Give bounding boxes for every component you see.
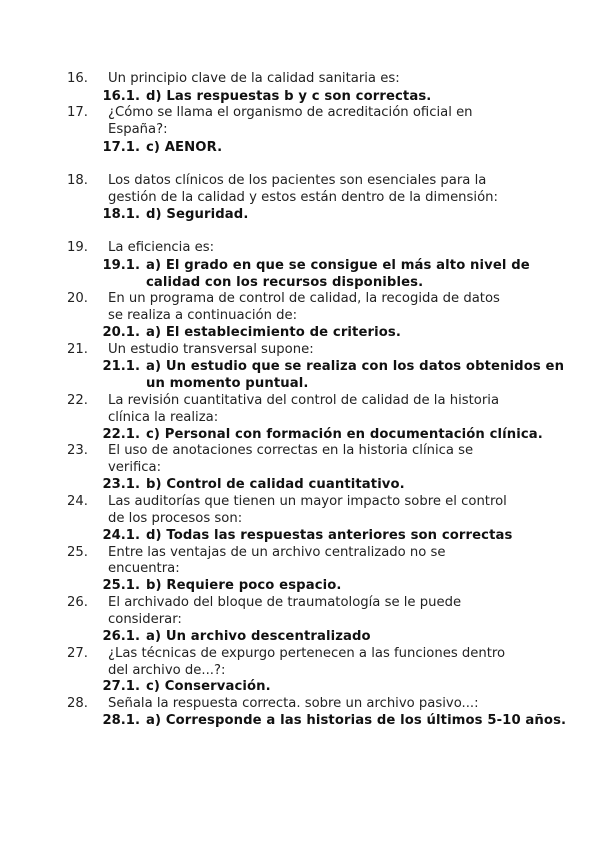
question-number: 22. bbox=[67, 393, 88, 408]
answer-number: 23.1. bbox=[102, 477, 140, 492]
answer-number: 22.1. bbox=[102, 427, 140, 442]
answer-number: 21.1. bbox=[102, 359, 140, 374]
answer-number: 18.1. bbox=[102, 207, 140, 222]
question-text: verifica: bbox=[108, 460, 162, 475]
question-number: 21. bbox=[67, 342, 88, 357]
question-text: Señala la respuesta correcta. sobre un archivo pasivo...: bbox=[108, 696, 479, 711]
answer-number: 28.1. bbox=[102, 713, 140, 728]
answer-text: d) Todas las respuestas anteriores son correctas bbox=[146, 528, 513, 543]
question-text: considerar: bbox=[108, 612, 182, 627]
answer-number: 17.1. bbox=[102, 140, 140, 155]
answer-text: d) Seguridad. bbox=[146, 207, 249, 222]
answer-text: a) El establecimiento de criterios. bbox=[146, 325, 401, 340]
answer-number: 26.1. bbox=[102, 629, 140, 644]
question-number: 23. bbox=[67, 443, 88, 458]
answer-text: b) Control de calidad cuantitativo. bbox=[146, 477, 405, 492]
question-text: Un estudio transversal supone: bbox=[108, 342, 314, 357]
question-text: del archivo de...?: bbox=[108, 663, 226, 678]
answer-text: un momento puntual. bbox=[146, 376, 309, 391]
question-text: El uso de anotaciones correctas en la historia clínica se bbox=[108, 443, 474, 458]
question-text: ¿Las técnicas de expurgo pertenecen a las funciones dentro bbox=[108, 646, 506, 661]
question-text: La revisión cuantitativa del control de calidad de la historia bbox=[108, 393, 500, 408]
question-text: se realiza a continuación de: bbox=[108, 308, 298, 323]
question-text: gestión de la calidad y estos están dentro de la dimensión: bbox=[108, 190, 498, 205]
question-number: 17. bbox=[67, 105, 88, 120]
question-number: 26. bbox=[67, 595, 88, 610]
question-text: clínica la realiza: bbox=[108, 410, 219, 425]
question-text: de los procesos son: bbox=[108, 511, 243, 526]
question-text: El archivado del bloque de traumatología se le puede bbox=[108, 595, 462, 610]
answer-text: a) Un estudio que se realiza con los datos obtenidos en bbox=[146, 359, 565, 374]
question-text: En un programa de control de calidad, la recogida de datos bbox=[108, 291, 500, 306]
answer-number: 20.1. bbox=[102, 325, 140, 340]
question-text: Un principio clave de la calidad sanitaria es: bbox=[108, 71, 400, 86]
answer-text: b) Requiere poco espacio. bbox=[146, 578, 342, 593]
answer-text: c) AENOR. bbox=[146, 140, 223, 155]
question-number: 27. bbox=[67, 646, 88, 661]
question-text: Los datos clínicos de los pacientes son esenciales para la bbox=[108, 173, 487, 188]
question-text: La eficiencia es: bbox=[108, 240, 215, 255]
question-text: ¿Cómo se llama el organismo de acreditación oficial en bbox=[108, 105, 473, 120]
question-number: 18. bbox=[67, 173, 88, 188]
answer-number: 16.1. bbox=[102, 89, 140, 104]
question-text: Entre las ventajas de un archivo centralizado no se bbox=[108, 545, 446, 560]
question-text: encuentra: bbox=[108, 561, 180, 576]
question-number: 19. bbox=[67, 240, 88, 255]
answer-text: calidad con los recursos disponibles. bbox=[146, 275, 424, 290]
answer-text: c) Personal con formación en documentación clínica. bbox=[146, 427, 543, 442]
question-number: 20. bbox=[67, 291, 88, 306]
answer-text: d) Las respuestas b y c son correctas. bbox=[146, 89, 432, 104]
answer-text: a) El grado en que se consigue el más alto nivel de bbox=[146, 258, 530, 273]
answer-number: 27.1. bbox=[102, 679, 140, 694]
answer-text: a) Un archivo descentralizado bbox=[146, 629, 371, 644]
question-number: 24. bbox=[67, 494, 88, 509]
question-number: 25. bbox=[67, 545, 88, 560]
question-text: Las auditorías que tienen un mayor impacto sobre el control bbox=[108, 494, 507, 509]
answer-number: 25.1. bbox=[102, 578, 140, 593]
question-number: 28. bbox=[67, 696, 88, 711]
answer-number: 24.1. bbox=[102, 528, 140, 543]
answer-text: c) Conservación. bbox=[146, 679, 271, 694]
question-number: 16. bbox=[67, 71, 88, 86]
question-text: España?: bbox=[108, 122, 168, 137]
answer-text: a) Corresponde a las historias de los últimos 5-10 años. bbox=[146, 713, 567, 728]
answer-number: 19.1. bbox=[102, 258, 140, 273]
